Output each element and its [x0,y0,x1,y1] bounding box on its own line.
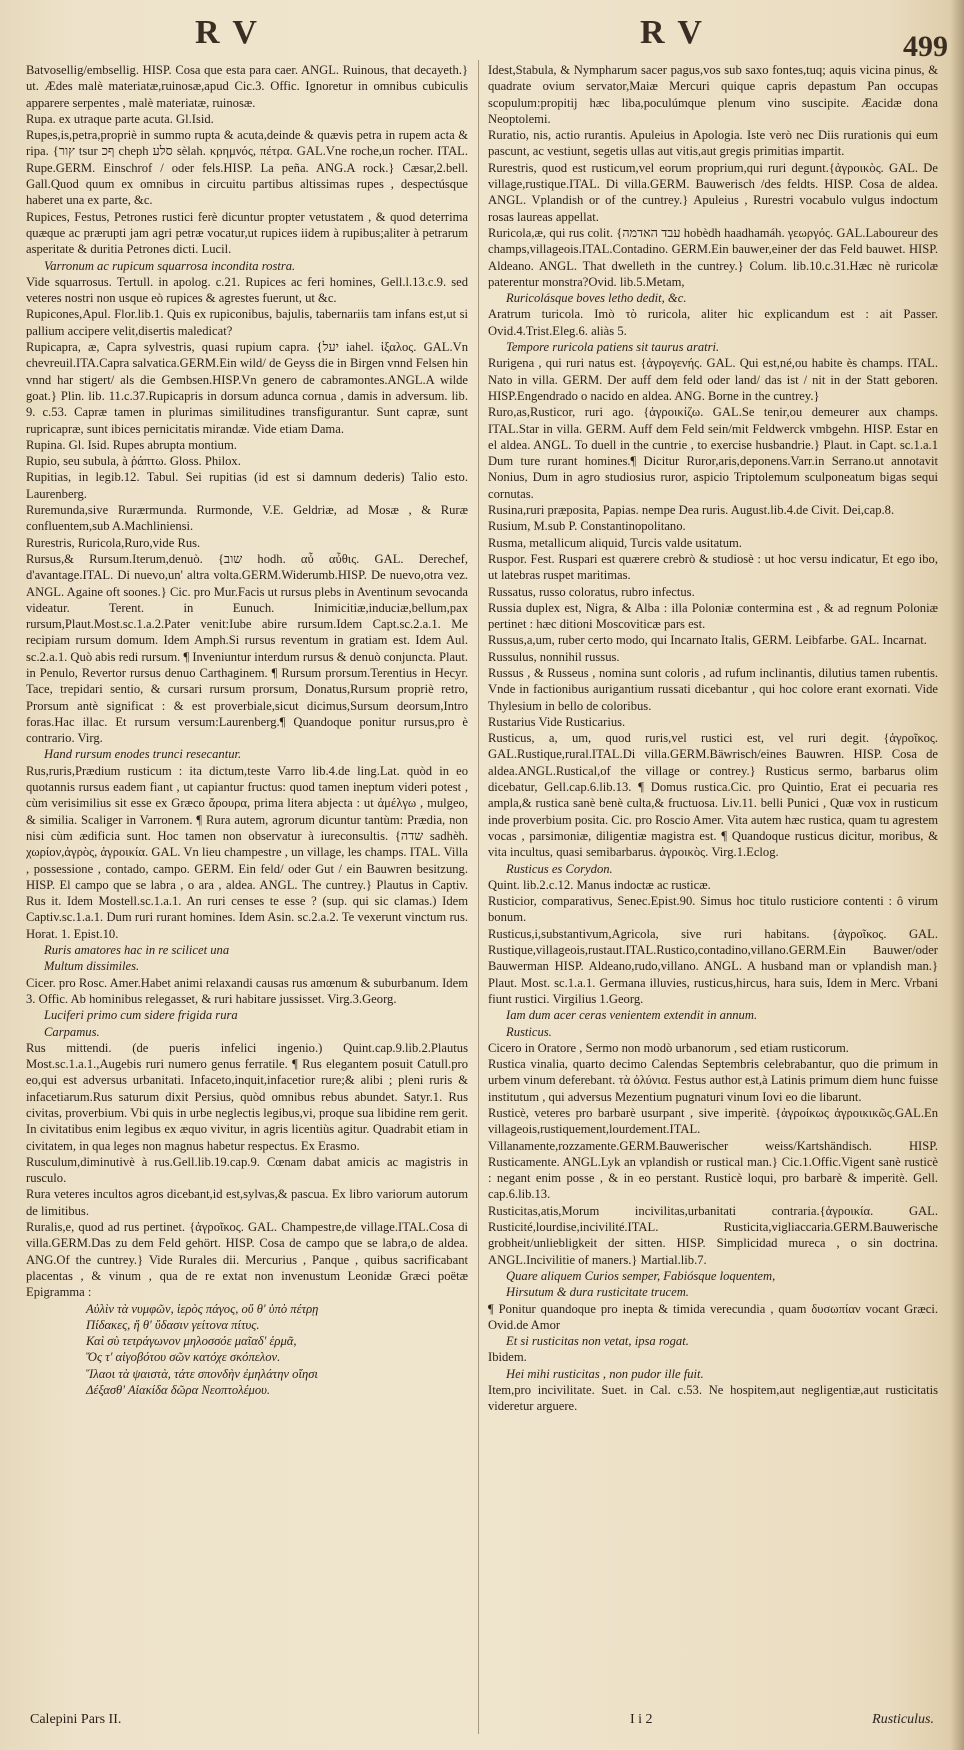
entry: Vide squarrosus. Tertull. in apolog. c.21. Rupices ac feri homines, Gell.l.13.c.9. sed veteres nostri non usque eò rupices & agrestes fuerunt, ut &c. [26,274,468,306]
entry: Rupices, Festus, Petrones rustici ferè dicuntur propter vetustatem , & quod deterrima quæque ac prærupti jam agri petræ vocatur,ut rupices iidem à rupibus;aliter à petrarum asperitate & duritia Petrones dicti. Lucil. [26,209,468,257]
entry: Rusticior, comparativus, Senec.Epist.90. Simus hoc titulo rusticiore contenti : ô virum bonum. [488,894,938,925]
column-divider [478,60,479,1734]
entry: ¶ Ponitur quandoque pro inepta & timida verecundia , quam δυσωπίαν vocant Græci. Ovid.de Amor [488,1301,938,1332]
quotation: Hirsutum & dura rusticitate trucem. [506,1285,689,1300]
entry: Ruremunda,sive Rurærmunda. Rurmonde, V.E. Geldriæ, ad Mosæ , & Ruræ confluentem,sub A.Machliniensi. [26,503,468,534]
entry: Quint. lib.2.c.12. Manus indoctæ ac rusticæ. [488,877,711,892]
quotation: Tempore ruricola patiens sit taurus aratri. [506,340,720,355]
entry: Rurestris, quod est rusticum,vel eorum proprium,qui ruri degunt.{ἀγροικὸς. GAL. De village,rustique.ITAL. Di villa.GERM. Bauwerisch /des feldts. HISP. Cosa de aldea. ANGL. Vplandish or of the cuntrey.} Apuleius , Rurestri vocabulo vulgus indoctum rosas laureas appellat. [488,160,938,224]
greek-verse: Πίδακες, ἥ θ' ὕδασιν γείτονα πίτυς. [86,1317,260,1332]
running-head-left: RV [195,14,271,51]
entry: Ruro,as,Rusticor, ruri ago. {ἀγροικίζω. GAL.Se tenir,ou demeurer aux champs. ITAL.Star in villa. GERM. Auff dem Feld sein/mit Feldwerck vmbgehn. HISP. Estar en el aldea. ANGL. To duell in the cuntrie , to exercise husbandrie.} Plaut. in Capt. sc.1.a.1 Dum ture rurant homines.¶ Dicitur Ruror,aris,deponens.Varr.in Serrano.ut annotavit Nonius, Dum in agro studiosius ruror, aspicio Triptolemum sculponeatum bigas sequi cornutas. [488,405,938,501]
greek-verse: Αὐλὶν τὰ νυμφῶν, ἱερὸς πάγος, οὔ θ' ὑπὸ πέτρῃ [86,1301,319,1316]
entry: Rupa. ex utraque parte acuta. Gl.Isid. [26,111,214,126]
entry: Cicer. pro Rosc. Amer.Habet animi relaxandi causas rus amœnum & suburbanum. Idem 3. Offic. Ab hominibus relegasset, & ruri habitare jussisset. Virg.3.Georg. [26,975,468,1006]
quotation: Ruris amatores hac in re scilicet una [44,943,230,958]
catchword: Rusticulus. [872,1712,934,1727]
entry: Batvosellig/embsellig. HISP. Cosa que esta para caer. ANGL. Ruinous, that decayeth.} ut. Ædes malè materiatæ,ruinosæ,apud Cic.3. Offic. Ignoretur in omnibus cubiculis apparere serpentes , malè materiatæ, ruinosæ. [26,63,468,110]
entry: Rusticè, veteres pro barbarè usurpant , sive imperitè. {ἀγροίκως ἀγροικικῶς.GAL.En villageois,rustiquement,lourdement.ITAL. Villanamente,rozzamente.GERM.Bauwerischer weiss/Kartshändisch. HISP. Rusticamente. ANGL.Lyk an vplandish or rustical man.} Cic.1.Offic.Vigent sanè rusticè : negant enim posse , & in eo perstant. Rusticè loqui, pro barbarè & imperitè. Gell. cap.6.lib.13. [488,1106,938,1202]
running-head-right: RV [640,14,716,51]
entry: Rusina,ruri præposita, Papias. nempe Dea ruris. August.lib.4.de Civit. Dei,cap.8. [488,503,895,518]
quotation: Hand rursum enodes trunci resecantur. [44,747,242,762]
entry: Rupes,is,petra,propriè in summo rupta & acuta,deinde & quævis petra in rupem acta & ripa. {ץור tsur ףכ cheph סלע sèlah. κρημνός, πέτρα. GAL.Vne roche,un rocher. ITAL. Rupe.GERM. Einschrof / oder fels.HISP. La peña. ANG.A rock.} Cæsar,2.bell. Gall.Quod quum ex omnibus in circuitu partibus altissimas rupes , despectúsque haberet una ex parte, &c. [26,128,469,208]
page-number: 499 [903,30,948,63]
quotation: Quare aliquem Curios semper, Fabiósque loquentem, [506,1268,776,1283]
entry: Russus , & Russeus , nomina sunt coloris , ad rufum inclinantis, dilutius tamen rubentis. Vnde in factionibus aurigantium russati dicebantur , qui hoc colore erant exornati. Vide Thylesium in bello de coloribus. [488,665,938,713]
greek-verse: Καὶ σὺ τετράγωνον μηλοσσόε μαῖαδ' ἑρμᾶ, [86,1334,297,1349]
entry: Ibidem. [488,1350,527,1365]
quotation: Luciferi primo cum sidere frigida rura [44,1008,238,1023]
entry: Rurigena , qui ruri natus est. {ἀγρογενής. GAL. Qui est,né,ou habite ès champs. ITAL. Nato in villa. GERM. Der auff dem feld oder land/ das ist / nit in der Statt geboren. HISP.Engendrado o nacido en aldea. ANG. Borne in the cuntrey.} [488,356,938,403]
entry: Rusma, metallicum aliquid, Turcis valde usitatum. [488,535,742,550]
quotation: Carpamus. [44,1024,100,1039]
entry: Item,pro incivilitate. Suet. in Cal. c.53. Ne hospitem,aut negligentiæ,aut rusticitatis videretur arguere. [488,1383,938,1414]
left-column [26,62,468,1398]
quotation: Multum dissimiles. [44,959,140,974]
entry: Rura veteres incultos agros dicebant,id est,sylvas,& pascua. Ex libro variorum autorum de limitibus. [26,1187,468,1218]
entry: Rursus,& Rursum.Iterum,denuò. {שוב hodh. αὖ αὖθις. GAL. Derechef, d'avantage.ITAL. Di nuevo,un' altra volta.GERM.Widerumb.HISP. De nuevo,otra vez. ANGL. Againe oft soones.} Cic. pro Mur.Facis ut rursus plebs in Aventinum sevocanda videatur. Terent. in Eunuch. Inimicitiæ,induciæ,bellum,pax rursum,Plaut.Most.sc.1.a.2.Pater venit:Iube abire rursum.Idem Capt.sc.2.a.1. Me recipiam rursum domum. Idem Amph.Si rursus reventum in gratiam est. Idem Aul. sc.2.a.1. Quò abis redi rursum. ¶ Inveniuntur interdum rursus & denuò conjuncta. Plaut. in Penulo, Revertor rursus denuo Carthaginem. ¶ Rursum prorsum.Terentius in Hecyr. Tace, trepidari sentio, & cursari rursum prorsum, Donatus,Rursum propriè retro, Prorsum antè significat : & est proverbiale,sicut dicimus,Sursum deorsum,Intro foras.Hac illac. Et rursum versum:Laurenberg.¶ Quandoque ponitur rursus,pro è contrario. Virg. [26,551,468,746]
quotation: Et si rusticitas non vetat, ipsa rogat. [506,1334,689,1349]
entry: Rustica vinalia, quarto decimo Calendas Septembris celebrabantur, quo die primum in urbem vinum deferebant. τὰ ὀλύνια. Festus author est,à Latinis primum diem hunc fuisse institutum , qui adversus Mezentium pugnaturi vinum Iovi eo die libarunt. [488,1057,938,1104]
greek-verse: Ἵλαοι τὰ ψαιστὰ, τάτε σπονδὴν ἐμηλάτην οἴησι [86,1366,318,1381]
entry: Russia duplex est, Nigra, & Alba : illa Poloniæ contermina est , & ad regnum Poloniæ pertinet : hæc ditioni Moscoviticæ pars est. [488,600,938,632]
entry: Rus,ruris,Prædium rusticum : ita dictum,teste Varro lib.4.de ling.Lat. quòd in eo quotannis rursus eadem fiant , ut capiantur fructus: quod tamen ineptum videri potest , cùm verisimilius sit esse ex Græco ἄρουρα, prima litera abjecta : ut ἀμέλγω , mulgeo, & similia. Scaliger in Varronem. ¶ Rura autem, agrorum dicuntur tantùm: Prædia, non nisi cùm ædificia sunt. Hoc tamen non observatur à iureconsultis. {שדה sadhèh. χωρίον,ἀγρὸς, ἀγροικία. GAL. Vn lieu champestre , un village, les champs. ITAL. Villa , possessione , contado, campo. GERM. Ein feld/ oder Gut / ein Bauwren besitzung. HISP. El campo que se labra , o ara , aldea. ANGL. The cuntrey.} Plautus in Captiv. Rus it. Idem Mostell.sc.1.a.1. An ruri censes te esse ? (sup. qui sic clamas.) Idem Captiv.sc.1.a.1. Dum ruri rurant homines. Idem Asin. sc.2.a.2. Te vexerunt vinctum rus. Horat. 1. Epist.10. [26,763,468,941]
entry: Rusticitas,atis,Morum incivilitas,urbanitati contraria.{ἀγροικία. GAL. Rusticité,lourdise,incivilité.ITAL. Rusticita,vigliaccaria.GERM.Bauwerische grobheit/unliebligkeit der sitten. HISP. Simplicidad mureca , o sin doctrina. ANGL.Incivilitie of maners.} Martial.lib.7. [488,1203,938,1267]
entry: Russus,a,um, ruber certo modo, qui Incarnato Italis, GERM. Leibfarbe. GAL. Incarnat. [488,633,927,648]
entry: Cicero in Oratore , Sermo non modò urbanorum , sed etiam rusticorum. [488,1040,849,1055]
entry: Rusium, M.sub P. Constantinopolitano. [488,519,686,534]
entry: Idest,Stabula, & Nympharum sacer pagus,vos sub saxo fontes,tuq; aquis vicina pinus, & quadrate ovium servator,Maiæ Mercuri quique capris depastum Pan occupas scopulum:propitij hæc liba,poculúmque plenum vino suscipite. Æacidæ dona Neoptolemi. [488,63,938,126]
footer-volume: Calepini Pars II. [30,1712,122,1727]
entry: Rus mittendi. (de pueris infelici ingenio.) Quint.cap.9.lib.2.Plautus Most.sc.1.a.1.,Augebis ruri numero genus ferratile. ¶ Rus elegantem posuit Catull.pro eo,qui est adversus urbanitati. Infaceto,inquit,infacetior rure;& alibi ; pleni ruris & infacetiarum.Rus saturum dixit Persius, quòd omnibus rebus abundet. Satyr.1. Rus civitas, proverbium. Vbi quis in urbe neglectis legibus,vi, proque sua libidine rem gerit. In civitatibus enim legibus ex æquo vivitur, in agris licentiùs agitur. Quadrabit etiam in civitatem, in qua leges non magnus habetur respectus. Ex Erasmo. [26,1040,468,1153]
entry: Ruspor. Fest. Ruspari est quærere crebrò & studiosè : ut hoc versu indicatur, Et ego ibo, ut latebras ruspet maritimas. [488,551,938,583]
greek-verse: Δέξασθ' Αἰακίδα δῶρα Νεοπτολέμου. [86,1383,271,1398]
quotation: Rusticus es Corydon. [506,861,613,876]
quotation: Varronum ac rupicum squarrosa incondita rostra. [44,258,296,273]
entry: Ruralis,e, quod ad rus pertinet. {ἀγροῖκος. GAL. Champestre,de village.ITAL.Cosa di villa.GERM.Das zu dem Feld gehört. HISP. Cosa de campo que se labra,o de aldea. ANG.Of the cuntrey.} Vide Rurales dii. Mercurius , Panque , quibus sacrificabant placentas , & vinum , qua de re extat non invenustum Leonidæ Græci poëtæ Epigramma : [26,1220,468,1300]
entry: Ruricola,æ, qui rus colit. {עבד האדמה hobèdh haadhamáh. γεωργός. GAL.Laboureur des champs,villageois.ITAL.Contadino. GERM.Ein bauwer,einer der das Feld bauwet. HISP. Aldeano. ANGL. That dwelleth in the cuntrey.} Colum. lib.10.c.31.Hæc nè ruricolæ paterentur monstra?Ovid. lib.5.Metam, [488,225,938,289]
quotation: Ruricolásque boves letho dedit, &c. [506,291,687,306]
entry: Rustarius Vide Rusticarius. [488,714,626,729]
binding-shadow [950,0,964,1750]
entry: Rupicapra, æ, Capra sylvestris, quasi rupium capra. {יעל iahel. ἰξαλος. GAL.Vn chevreuil.ITA.Capra salvatica.GERM.Ein wild/ de Geyss die in Birgen vnnd Felsen hin vnnd har stigert/ als die Gembsen.HISP.Vn genero de cabramontes.ANGL.A wilde goat.} Plin. lib. 11.c.37.Rupicapris in dorsum adunca cornua , damis in adversum. lib. 9. c.53. Capræ tamen in plurimas similitudines transfigurantur. Sunt capræ, sunt rupricapræ, sunt ibices pernicitatis mirandæ. Vide etiam Dama. [26,340,468,436]
entry: Rusticus, a, um, quod ruris,vel rustici est, vel ruri degit. {ἀγροῖκος. GAL.Rustique,rural.ITAL.Di villa.GERM.Bäwrisch/eines Bauwren. HISP. Cosa de aldea.ANGL.Rustical,of the village or contrey.} Rusticus sermo, barbarus olim dicebatur, Gell.cap.6.lib.13. ¶ Domus rustica.Cic. pro Quintio, Erat ei pecuaria res ampla,& rustica sanè benè culta,& fructuosa. Liv.11. belli Punici , Quæ vox in rusticum inde proverbium posita. Cic. pro Roscio Amer. Vita autem hæc rustica, quam tu agrestem vocas , parsimoniæ, diligentiæ magistra est. ¶ Quandoque rusticus dicitur, moribus, & vita incultus, quasi semibarbarus. ἀγροικὸς. Virg.1.Eclog. [488,731,938,860]
entry: Rusticus,i,substantivum,Agricola, sive ruri habitans. {ἀγροῖκος. GAL. Rustique,villageois,rustaut.ITAL.Rustico,contadino,villano.GERM.Ein Bauwer/oder Bauwerman HISP. Aldeano,rudo,villano. ANGL. A husband man or vplandish man.} Plaut. Most. sc.1.a.1. Germana illuvies, rusticus,hircus, hara suis, Idem in Merc. Vrbani fiunt rustici. Virgilius 1.Georg. [488,926,938,1006]
entry: Ruratio, nis, actio rurantis. Apuleius in Apologia. Iste verò nec Diis rurationis qui eum pascunt, ac vestiunt, segetis ullas aut vitis,aut gregis primitias impartit. [488,128,938,159]
quotation: Iam dum acer ceras venientem extendit in annum. [506,1008,758,1023]
entry: Rurestris, Ruricola,Ruro,vide Rus. [26,535,201,550]
entry: Russulus, nonnihil russus. [488,649,620,664]
entry: Russatus, russo coloratus, rubro infectus. [488,584,695,599]
entry: Aratrum turicola. Imò τὸ ruricola, aliter hic explicandum est : ait Passer. Ovid.4.Trist.Eleg.6. aliàs 5. [488,307,938,338]
quotation: Hei mihi rusticitas , non pudor ille fuit. [506,1366,704,1381]
quotation: Rusticus. [506,1024,552,1039]
entry: Rupina. Gl. Isid. Rupes abrupta montium. [26,437,237,452]
greek-verse: Ὅς τ' αἰγοβότου σῶν κατόχε σκόπελον. [86,1350,281,1365]
entry: Rupicones,Apul. Flor.lib.1. Quis ex rupiconibus, bajulis, tabernariis tam infans est,ut si pallium accipere velit,disertis maledicat? [26,307,468,338]
entry: Rupitias, in legib.12. Tabul. Sei rupitias (id est si damnum dederis) Talio esto. Laurenberg. [26,470,468,501]
right-column [488,62,938,1415]
entry: Rusculum,diminutivè à rus.Gell.lib.19.cap.9. Cœnam dabat amicis ac magistris in rusculo. [26,1154,468,1186]
entry: Rupio, seu subula, à ῥάπτω. Gloss. Philox. [26,454,241,469]
signature-mark: I i 2 [630,1712,653,1727]
